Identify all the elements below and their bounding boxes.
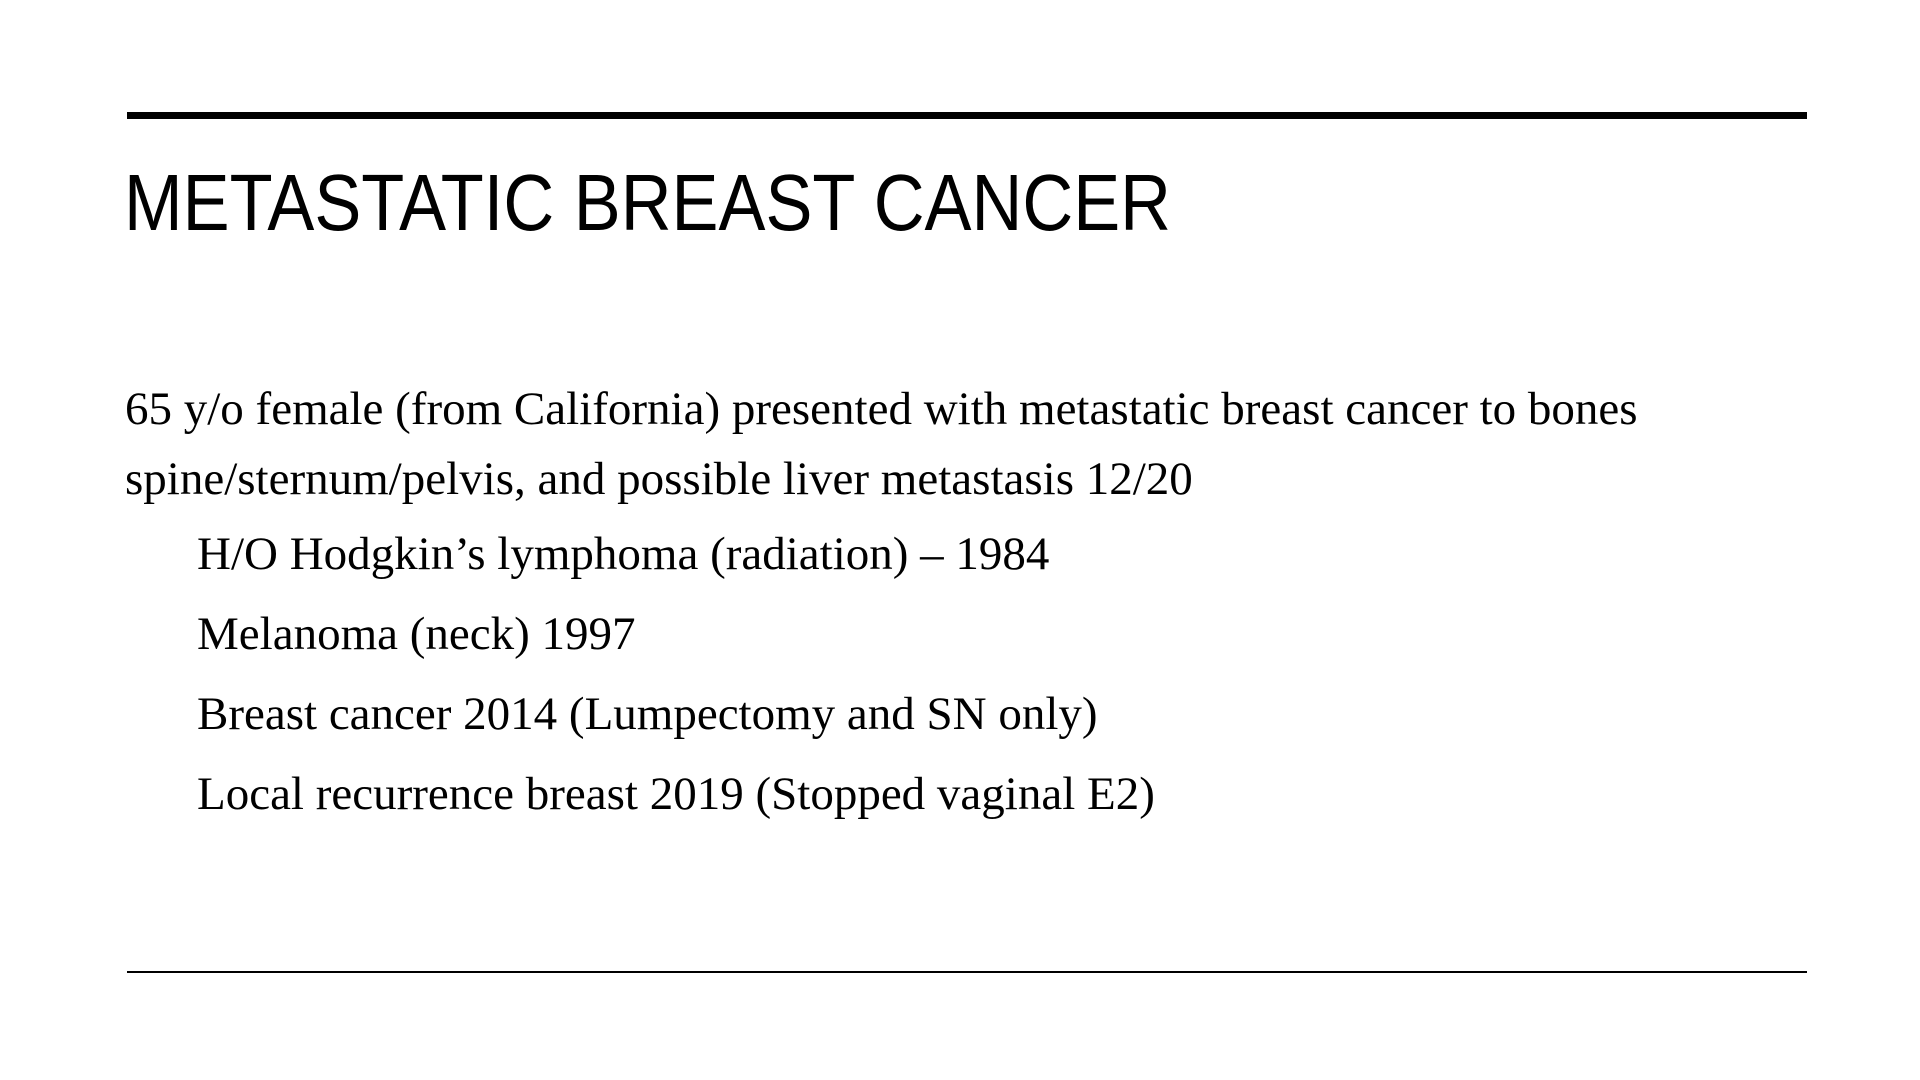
top-divider (127, 112, 1807, 119)
history-item-hodgkins: H/O Hodgkin’s lymphoma (radiation) – 1984 (197, 528, 1050, 580)
history-item-breast-cancer: Breast cancer 2014 (Lumpectomy and SN only) (197, 688, 1098, 740)
intro-paragraph: 65 y/o female (from California) presented with metastatic breast cancer to bones spine/sternum/pelvis, and possible liver metastasis 12/20 (125, 383, 1638, 505)
bottom-divider (127, 971, 1807, 973)
history-item-local-recurrence: Local recurrence breast 2019 (Stopped vaginal E2) (197, 768, 1155, 820)
history-item-melanoma: Melanoma (neck) 1997 (197, 608, 636, 660)
history-list (125, 514, 1825, 834)
slide-title: METASTATIC BREAST CANCER (124, 158, 1171, 247)
slide-body (125, 374, 1825, 834)
